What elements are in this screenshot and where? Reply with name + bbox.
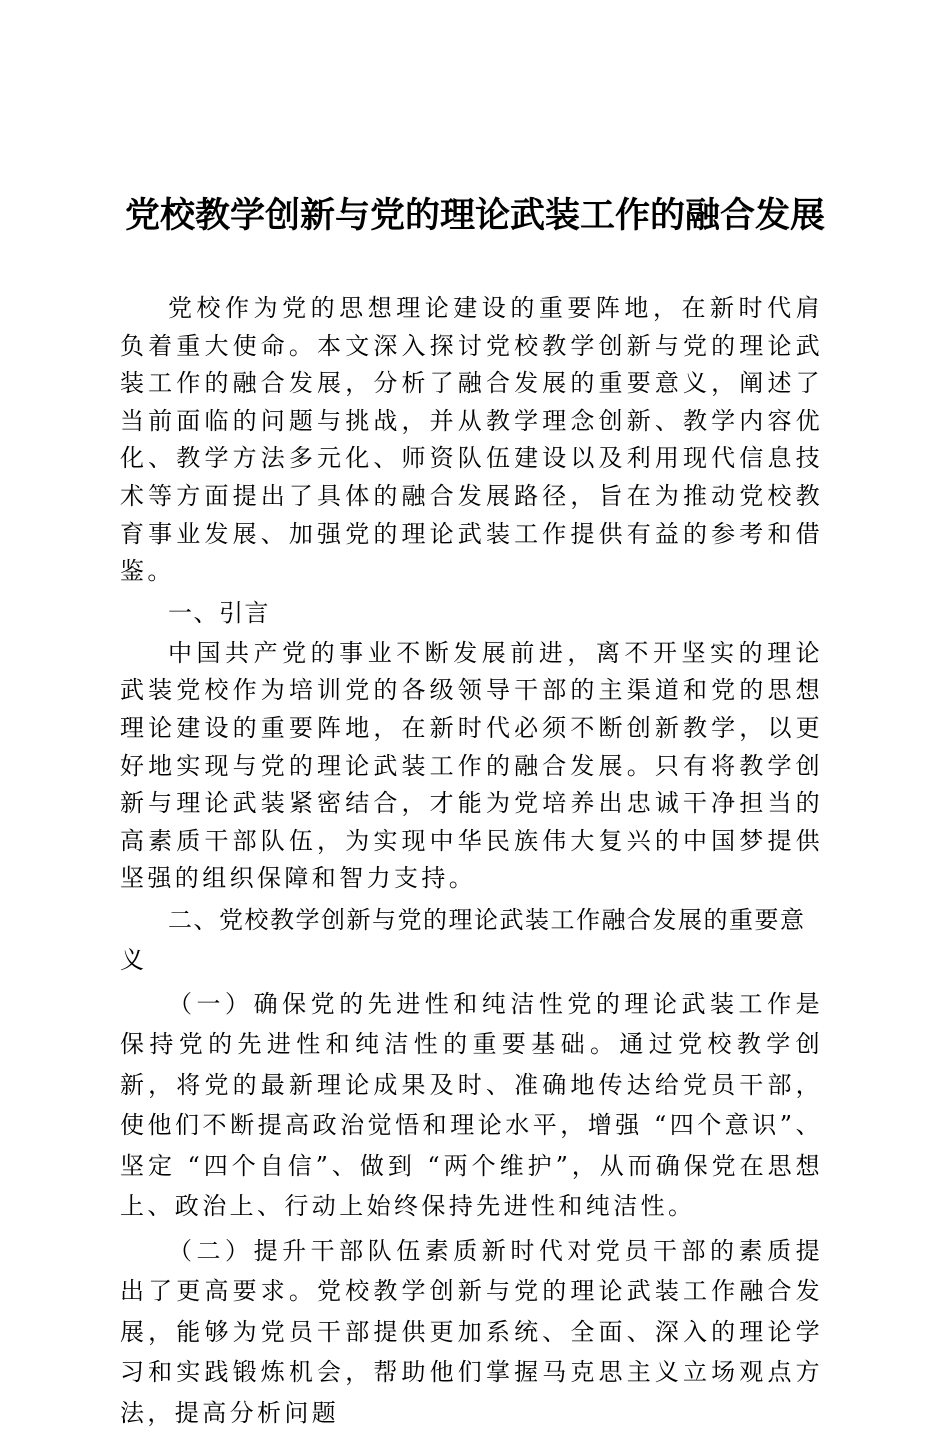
document-title: 党校教学创新与党的理论武装工作的融合发展 [124, 195, 825, 237]
abstract-paragraph: 党校作为党的思想理论建设的重要阵地，在新时代肩负着重大使命。本文深入探讨党校教学创新与党的理论武装工作的融合发展，分析了融合发展的重要意义，阐述了当前面临的问题与挑战，并从教学理念创新、教学内容优化、教学方法多元化、师资队伍建设以及利用现代信息技术等方面提出了具体的融合发展路径，旨在为推动党校教育事业发展、加强党的理论武装工作提供有益的参考和借鉴。 [120, 294, 823, 586]
section-2-subsection-1: （一）确保党的先进性和纯洁性党的理论武装工作是保持党的先进性和纯洁性的重要基础。通过党校教学创新，将党的最新理论成果及时、准确地传达给党员干部，使他们不断提高政治觉悟和理论水平，增强 “四个意识”、坚定 “四个自信”、做到 “两个维护”，从而确保党在思想上、政治上、行动上始终保持先进性和纯洁性。 [120, 989, 823, 1221]
section-1-paragraph: 中国共产党的事业不断发展前进，离不开坚实的理论武装党校作为培训党的各级领导干部的主渠道和党的思想理论建设的重要阵地，在新时代必须不断创新教学，以更好地实现与党的理论武装工作的融合发展。只有将教学创新与理论武装紧密结合，才能为党培养出忠诚干净担当的高素质干部队伍，为实现中华民族伟大复兴的中国梦提供坚强的组织保障和智力支持。 [120, 638, 823, 893]
section-1-heading: 一、引言 [168, 598, 270, 627]
document-body [120, 290, 823, 1433]
section-2-subsection-2: （二）提升干部队伍素质新时代对党员干部的素质提出了更高要求。党校教学创新与党的理论武装工作融合发展，能够为党员干部提供更加系统、全面、深入的理论学习和实践锻炼机会，帮助他们掌握马克思主义立场观点方法，提高分析问题 [120, 1236, 823, 1427]
section-2-heading: 二、党校教学创新与党的理论武装工作融合发展的重要意义 [120, 905, 806, 974]
